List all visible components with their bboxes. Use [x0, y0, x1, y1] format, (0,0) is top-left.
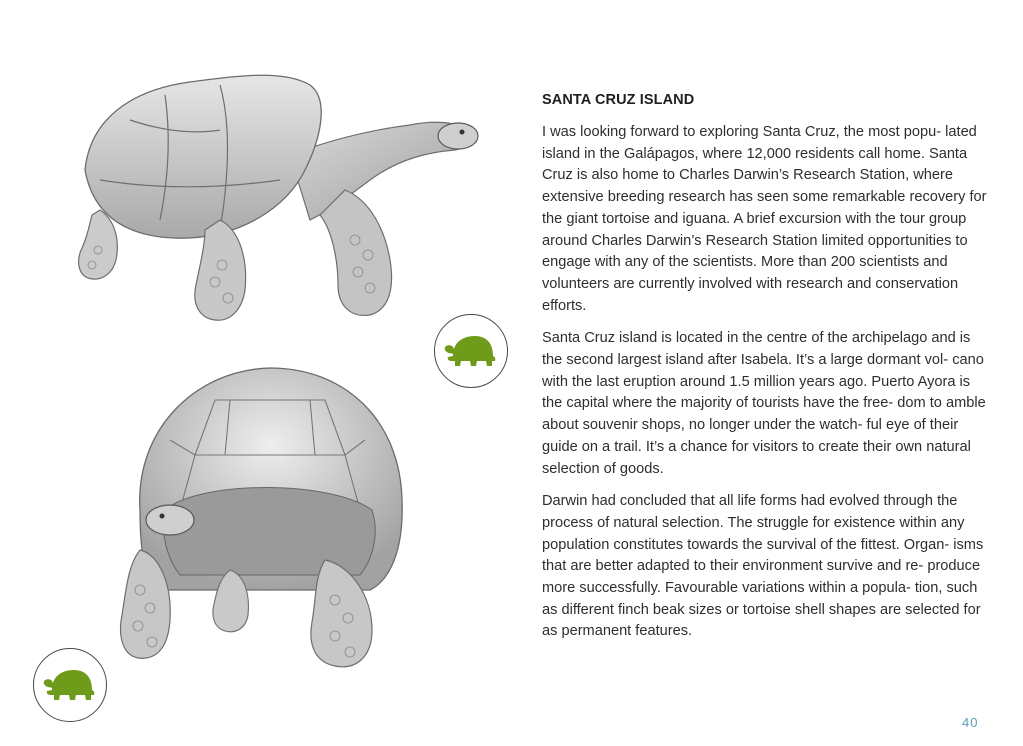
tortoise-badge — [33, 648, 107, 722]
paragraph-natural-selection: Darwin had concluded that all life forms had evolved through the process of natural selection. The struggle for existence within any population constitutes towards the survival of the fittest. Organ- isms that are better adapted to their environment survive and re- produce more successfully. Favourable variations within a popula- tion, such as different finch beak sizes or tortoise shell shapes are selected for as permanent features. — [542, 493, 984, 640]
paragraph-intro: I was looking forward to exploring Santa Cruz, the most popu- lated island in the Galápagos, where 12,000 residents call home. Santa Cruz is also home to Charles Darwin’s Research Station, where extensive breeding research has seen some remarkable recovery for the giant tortoise and iguana. A brief excursion with the tour group around Charles Darwin’s Research Station limited opportunities to engage with any of the scientists. More than 200 scientists and volunteers are currently involved with research and conservation efforts. — [542, 124, 987, 314]
section-title: SANTA CRUZ ISLAND — [542, 92, 695, 108]
paragraph-location: Santa Cruz island is located in the centre of the archipelago and is the second largest island after Isabela. It’s a large dormant vol- cano with the last eruption around 1.5 million years ago. Puerto Ayora is the capital where the majority of tourists have the free- dom to amble about souvenir shops, no longer under the watch- ful eye of their guide on a trail. It’s a chance for visitors to create their own natural selection of goods. — [542, 330, 986, 477]
article-body — [542, 90, 990, 654]
saddleback-tortoise-illustration — [70, 60, 485, 335]
tortoise-icon — [443, 332, 499, 370]
tortoise-badge — [434, 314, 508, 388]
tortoise-icon — [42, 666, 98, 704]
page-number: 40 — [962, 715, 979, 730]
domed-tortoise-illustration — [110, 360, 420, 680]
